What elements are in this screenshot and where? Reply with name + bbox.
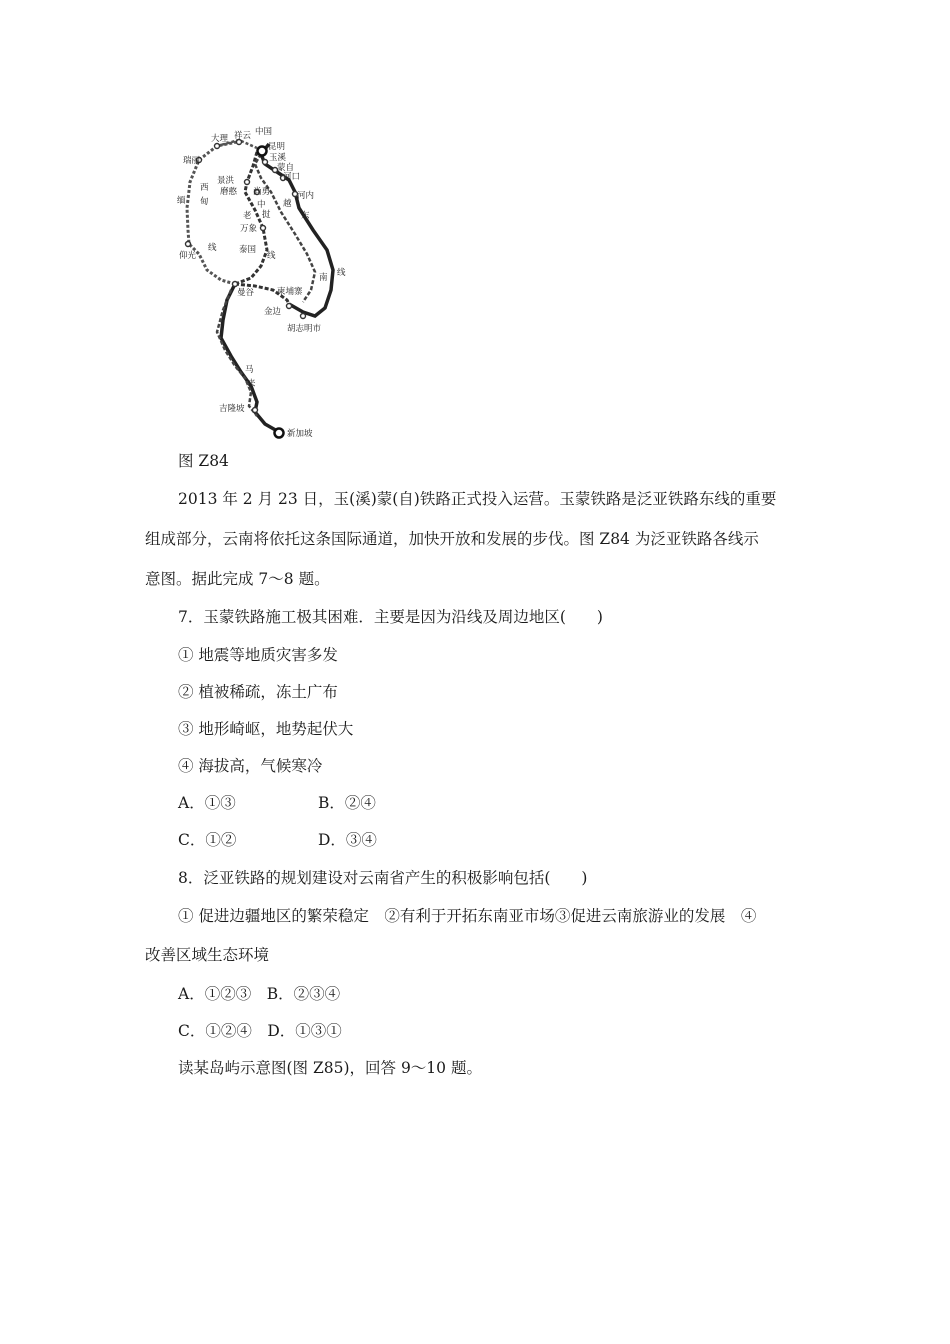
label-hanoi: 河内 bbox=[297, 191, 315, 201]
south-line-b bbox=[217, 290, 257, 416]
mangu-node bbox=[233, 282, 238, 287]
label-dong: 东 bbox=[301, 211, 310, 221]
label-mian: 缅 bbox=[177, 196, 186, 206]
label-xi: 西 bbox=[200, 183, 209, 193]
dali-node bbox=[215, 144, 220, 149]
q7-statement-2: ② 植被稀疏，冻土广布 bbox=[178, 683, 338, 701]
q7-statement-1: ① 地震等地质灾害多发 bbox=[178, 646, 338, 664]
q7-option-a[interactable]: A．①③ bbox=[178, 794, 236, 812]
label-xiangyun: 祥云 bbox=[234, 131, 252, 141]
intro-line-1: 2013 年 2 月 23 日，玉(溪)蒙(自)铁路正式投入运营。玉蒙铁路是泛亚铁路东线的重要 bbox=[178, 490, 777, 508]
label-jianpuzhai: 柬埔寨 bbox=[277, 287, 303, 297]
read-instruction: 读某岛屿示意图(图 Z85)，回答 9～10 题。 bbox=[178, 1059, 482, 1077]
q7-option-b[interactable]: B．②④ bbox=[318, 794, 376, 812]
label-nan: 南 bbox=[319, 273, 328, 283]
q7-option-c[interactable]: C．①② bbox=[178, 831, 237, 849]
label-xinjiapo: 新加坡 bbox=[287, 429, 313, 439]
label-ma2: 来 bbox=[247, 379, 256, 389]
hzm-node bbox=[301, 314, 306, 319]
label-mangu: 曼谷 bbox=[237, 288, 255, 298]
label-ma1: 马 bbox=[245, 365, 254, 375]
label-xian1: 线 bbox=[208, 243, 217, 253]
q8-statements-line-1: ① 促进边疆地区的繁荣稳定 ②有利于开拓东南亚市场③促进云南旅游业的发展 ④ bbox=[178, 907, 757, 925]
jinbian-node bbox=[287, 304, 292, 309]
label-jilongpo: 吉隆坡 bbox=[219, 404, 245, 414]
figure-caption: 图 Z84 bbox=[178, 452, 229, 470]
q7-statement-4: ④ 海拔高，气候寒冷 bbox=[178, 757, 323, 775]
intro-line-3: 意图。据此完成 7～8 题。 bbox=[145, 570, 330, 588]
label-jinbian: 金边 bbox=[264, 307, 282, 317]
label-xian3: 线 bbox=[337, 268, 346, 278]
label-wanxiang: 万象 bbox=[240, 224, 258, 234]
label-hekou: 河口 bbox=[283, 172, 301, 182]
jinghong-node bbox=[245, 180, 250, 185]
question-7-stem: 7．玉蒙铁路施工极其困难．主要是因为沿线及周边地区( ) bbox=[178, 608, 603, 626]
q7-statement-3: ③ 地形崎岖，地势起伏大 bbox=[178, 720, 354, 738]
singapore-node bbox=[275, 429, 284, 438]
label-yuxi: 玉溪 bbox=[269, 153, 287, 163]
label-taiguo: 泰国 bbox=[239, 245, 257, 255]
label-yue: 越 bbox=[283, 199, 292, 209]
jilongpo-node bbox=[253, 408, 258, 413]
label-zhongguo: 中国 bbox=[255, 127, 273, 137]
label-jinghong: 景洪 bbox=[217, 176, 235, 186]
railway-map-svg bbox=[165, 120, 365, 450]
label-zhong: 中 bbox=[257, 200, 266, 210]
label-wo: 挝 bbox=[262, 210, 271, 220]
label-ruili: 瑞丽 bbox=[183, 156, 201, 166]
label-lao: 老 bbox=[243, 211, 252, 221]
yuxi-node bbox=[263, 160, 268, 165]
intro-line-2: 组成部分，云南将依托这条国际通道，加快开放和发展的步伐。图 Z84 为泛亚铁路各线示 bbox=[145, 530, 759, 548]
label-dali: 大理 bbox=[211, 134, 229, 144]
label-yangguang: 仰光 bbox=[179, 251, 197, 261]
label-xian2: 线 bbox=[267, 251, 276, 261]
label-dian: 甸 bbox=[200, 197, 209, 207]
label-hzm: 胡志明市 bbox=[287, 324, 322, 334]
label-kunming: 昆明 bbox=[268, 142, 286, 152]
q8-options-cd[interactable]: C．①②④ D．①③① bbox=[178, 1022, 342, 1040]
label-mohan: 磨憨 bbox=[220, 187, 238, 197]
yangguang-node bbox=[186, 242, 191, 247]
wanxiang-node bbox=[261, 226, 266, 231]
q7-option-d[interactable]: D．③④ bbox=[318, 831, 377, 849]
label-shangyong: 尚勇 bbox=[253, 187, 271, 197]
label-mengzi: 蒙自 bbox=[277, 163, 295, 173]
kunming-node bbox=[258, 147, 267, 156]
question-8-stem: 8．泛亚铁路的规划建设对云南省产生的积极影响包括( ) bbox=[178, 869, 588, 887]
railway-map bbox=[165, 120, 365, 450]
q8-statements-line-2: 改善区域生态环境 bbox=[145, 946, 270, 964]
q8-options-ab[interactable]: A．①②③ B．②③④ bbox=[178, 985, 341, 1003]
